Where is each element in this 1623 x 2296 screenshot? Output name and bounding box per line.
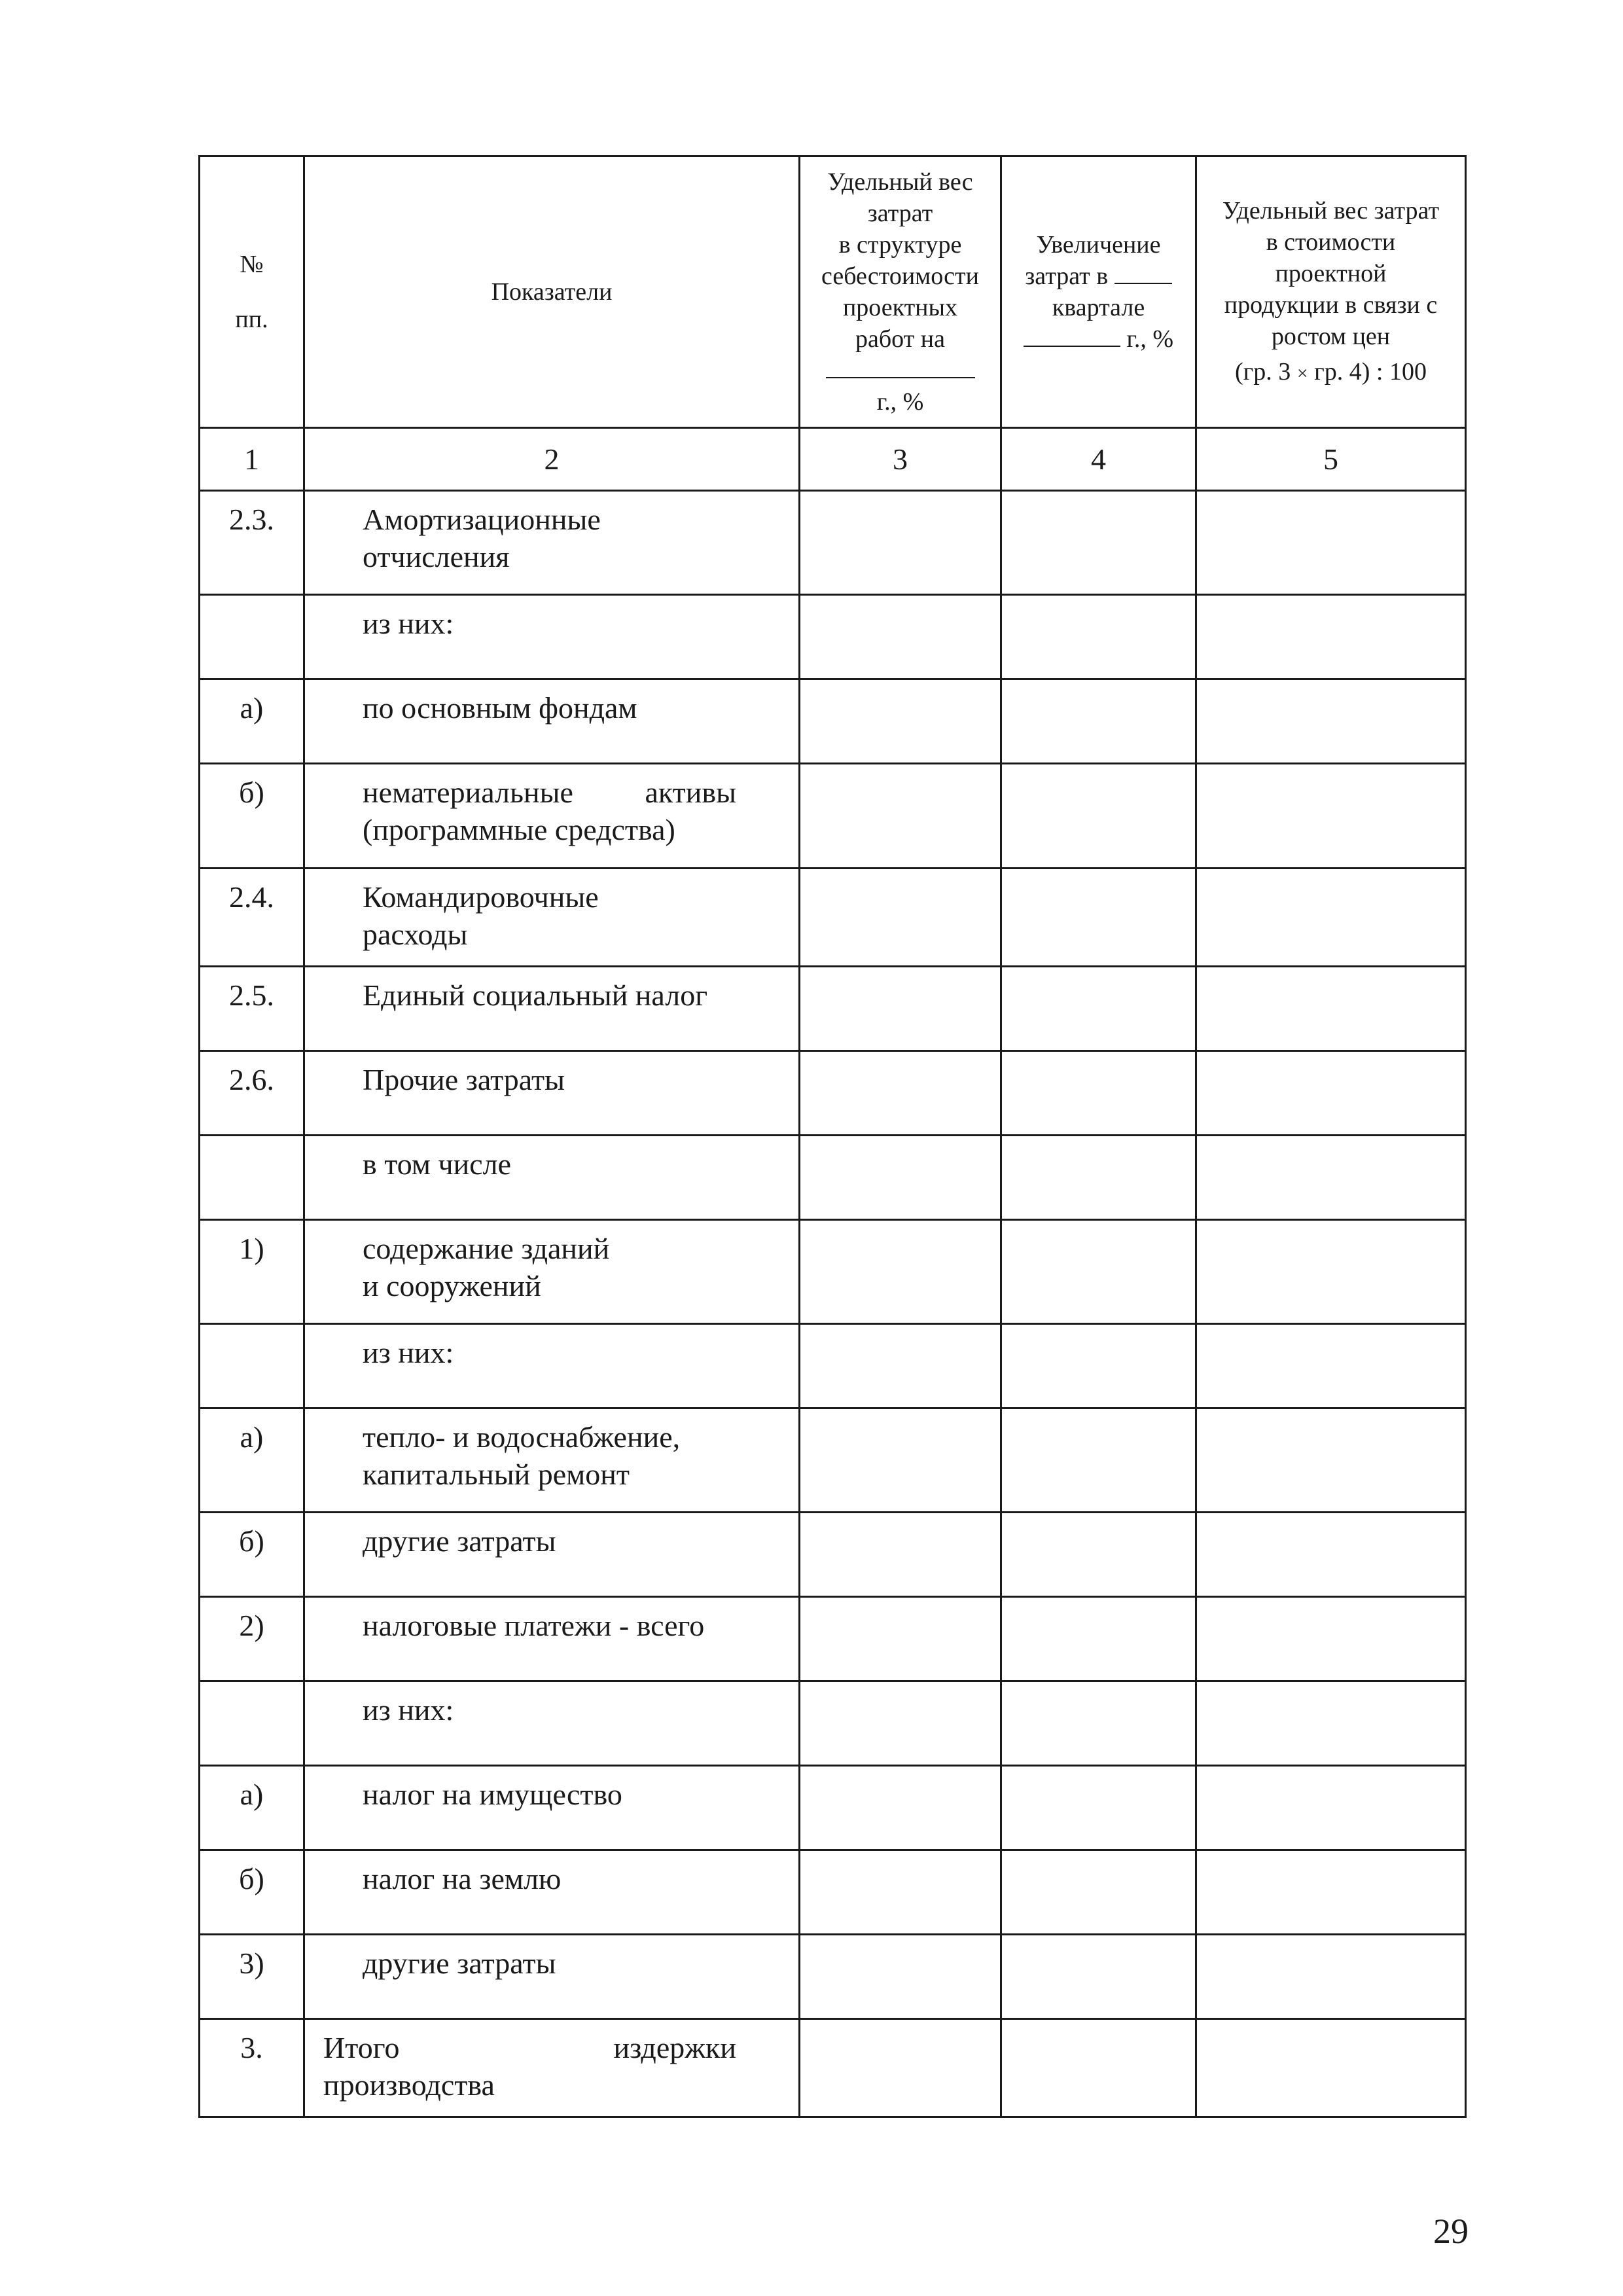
- value-cell: [1196, 1136, 1466, 1220]
- row-number: 2.6.: [200, 1051, 304, 1136]
- row-label: в том числе: [304, 1136, 800, 1220]
- header-cost-share: Удельный вес затрат в структуре себестоимости проектных работ на г., %: [800, 156, 1001, 428]
- header-number-abbr: пп.: [235, 306, 268, 333]
- value-cell: [1196, 869, 1466, 967]
- value-cell: [1196, 764, 1466, 869]
- row-number: 2): [200, 1597, 304, 1681]
- value-cell: [800, 2019, 1001, 2117]
- value-cell: [1001, 595, 1196, 679]
- table-row: [200, 491, 1466, 595]
- header-cost-increase: Увеличение затрат в квартале г., %: [1001, 156, 1196, 428]
- row-label: Командировочные расходы: [304, 869, 800, 967]
- value-cell: [800, 1597, 1001, 1681]
- value-cell: [1001, 491, 1196, 595]
- value-cell: [1001, 1051, 1196, 1136]
- value-cell: [1001, 1220, 1196, 1324]
- row-label: налог на имущество: [304, 1766, 800, 1850]
- row-label: другие затраты: [304, 1935, 800, 2019]
- value-cell: [1001, 869, 1196, 967]
- value-cell: [800, 764, 1001, 869]
- row-label: другие затраты: [304, 1513, 800, 1597]
- value-cell: [800, 967, 1001, 1051]
- value-cell: [1196, 1681, 1466, 1766]
- value-cell: [1196, 491, 1466, 595]
- row-label: налоговые платежи - всего: [304, 1597, 800, 1681]
- row-number: [200, 1136, 304, 1220]
- value-cell: [1001, 679, 1196, 764]
- row-number: б): [200, 1850, 304, 1935]
- value-cell: [800, 1408, 1001, 1513]
- column-number: 3: [800, 428, 1001, 491]
- header-number-symbol: №: [240, 251, 264, 278]
- value-cell: [1196, 1597, 1466, 1681]
- row-number: б): [200, 764, 304, 869]
- value-cell: [1196, 1850, 1466, 1935]
- row-label: из них:: [304, 1324, 800, 1408]
- table-row: [200, 869, 1466, 967]
- value-cell: [800, 1513, 1001, 1597]
- table-row: [200, 1766, 1466, 1850]
- value-cell: [1001, 1513, 1196, 1597]
- row-number: б): [200, 1513, 304, 1597]
- row-number: а): [200, 679, 304, 764]
- table-row: [200, 1051, 1466, 1136]
- value-cell: [1196, 679, 1466, 764]
- value-cell: [1001, 1850, 1196, 1935]
- table-row: [200, 595, 1466, 679]
- row-number: 2.3.: [200, 491, 304, 595]
- value-cell: [1196, 1408, 1466, 1513]
- row-label: налог на землю: [304, 1850, 800, 1935]
- row-label: из них:: [304, 1681, 800, 1766]
- year-blank-line: [1024, 323, 1120, 347]
- value-cell: [1001, 1597, 1196, 1681]
- row-number: [200, 1324, 304, 1408]
- value-cell: [800, 679, 1001, 764]
- cost-table: [198, 155, 1467, 2118]
- row-number: [200, 595, 304, 679]
- row-label: Амортизационные отчисления: [304, 491, 800, 595]
- table-row: [200, 1597, 1466, 1681]
- value-cell: [800, 1766, 1001, 1850]
- row-number: а): [200, 1408, 304, 1513]
- value-cell: [1001, 1136, 1196, 1220]
- row-number: 1): [200, 1220, 304, 1324]
- row-label: из них:: [304, 595, 800, 679]
- column-number-row: [200, 428, 1466, 491]
- row-number: [200, 1681, 304, 1766]
- row-number: 2.4.: [200, 869, 304, 967]
- header-number: [200, 156, 304, 428]
- value-cell: [800, 491, 1001, 595]
- row-label: Единый социальный налог: [304, 967, 800, 1051]
- quarter-blank-line: [1115, 260, 1172, 284]
- value-cell: [800, 1136, 1001, 1220]
- row-label: содержание зданий и сооружений: [304, 1220, 800, 1324]
- row-label: Итого издержки производства: [304, 2019, 800, 2117]
- table-row: [200, 1935, 1466, 2019]
- row-number: 3.: [200, 2019, 304, 2117]
- value-cell: [1001, 2019, 1196, 2117]
- table-row: [200, 1220, 1466, 1324]
- value-cell: [1196, 967, 1466, 1051]
- value-cell: [1196, 1220, 1466, 1324]
- value-cell: [1196, 1051, 1466, 1136]
- value-cell: [1196, 2019, 1466, 2117]
- value-cell: [800, 1220, 1001, 1324]
- column-number: 1: [200, 428, 304, 491]
- column-number: 4: [1001, 428, 1196, 491]
- value-cell: [1001, 967, 1196, 1051]
- value-cell: [800, 1324, 1001, 1408]
- table-row: [200, 1408, 1466, 1513]
- value-cell: [1001, 1935, 1196, 2019]
- value-cell: [800, 1935, 1001, 2019]
- value-cell: [800, 1051, 1001, 1136]
- table-row: [200, 1513, 1466, 1597]
- page-number: 29: [1433, 2212, 1469, 2251]
- value-cell: [1196, 595, 1466, 679]
- value-cell: [1196, 1766, 1466, 1850]
- value-cell: [800, 1850, 1001, 1935]
- row-label: тепло- и водоснабжение, капитальный ремонт: [304, 1408, 800, 1513]
- value-cell: [800, 595, 1001, 679]
- value-cell: [1196, 1324, 1466, 1408]
- table-row: [200, 1324, 1466, 1408]
- formula: (гр. 3 × гр. 4) : 100: [1235, 357, 1427, 386]
- value-cell: [1196, 1513, 1466, 1597]
- table-row: [200, 1681, 1466, 1766]
- table-row: [200, 679, 1466, 764]
- row-number: 2.5.: [200, 967, 304, 1051]
- table-row: [200, 967, 1466, 1051]
- value-cell: [1001, 1766, 1196, 1850]
- value-cell: [1196, 1935, 1466, 2019]
- value-cell: [1001, 1408, 1196, 1513]
- row-number: а): [200, 1766, 304, 1850]
- value-cell: [800, 869, 1001, 967]
- row-label: Прочие затраты: [304, 1051, 800, 1136]
- table-row-total: [200, 2019, 1466, 2117]
- header-row: [200, 156, 1466, 428]
- value-cell: [1001, 1324, 1196, 1408]
- table-row: [200, 1136, 1466, 1220]
- table-row: [200, 764, 1466, 869]
- header-price-share: Удельный вес затрат в стоимости проектной продукции в связи с ростом цен (гр. 3 × гр. 4) : 100: [1196, 156, 1466, 428]
- row-label: по основным фондам: [304, 679, 800, 764]
- header-indicators: Показатели: [304, 156, 800, 428]
- row-number: 3): [200, 1935, 304, 2019]
- column-number: 2: [304, 428, 800, 491]
- value-cell: [1001, 764, 1196, 869]
- value-cell: [800, 1681, 1001, 1766]
- year-blank-line: [826, 355, 975, 378]
- value-cell: [1001, 1681, 1196, 1766]
- row-label: нематериальные активы (программные средства): [304, 764, 800, 869]
- table-row: [200, 1850, 1466, 1935]
- column-number: 5: [1196, 428, 1466, 491]
